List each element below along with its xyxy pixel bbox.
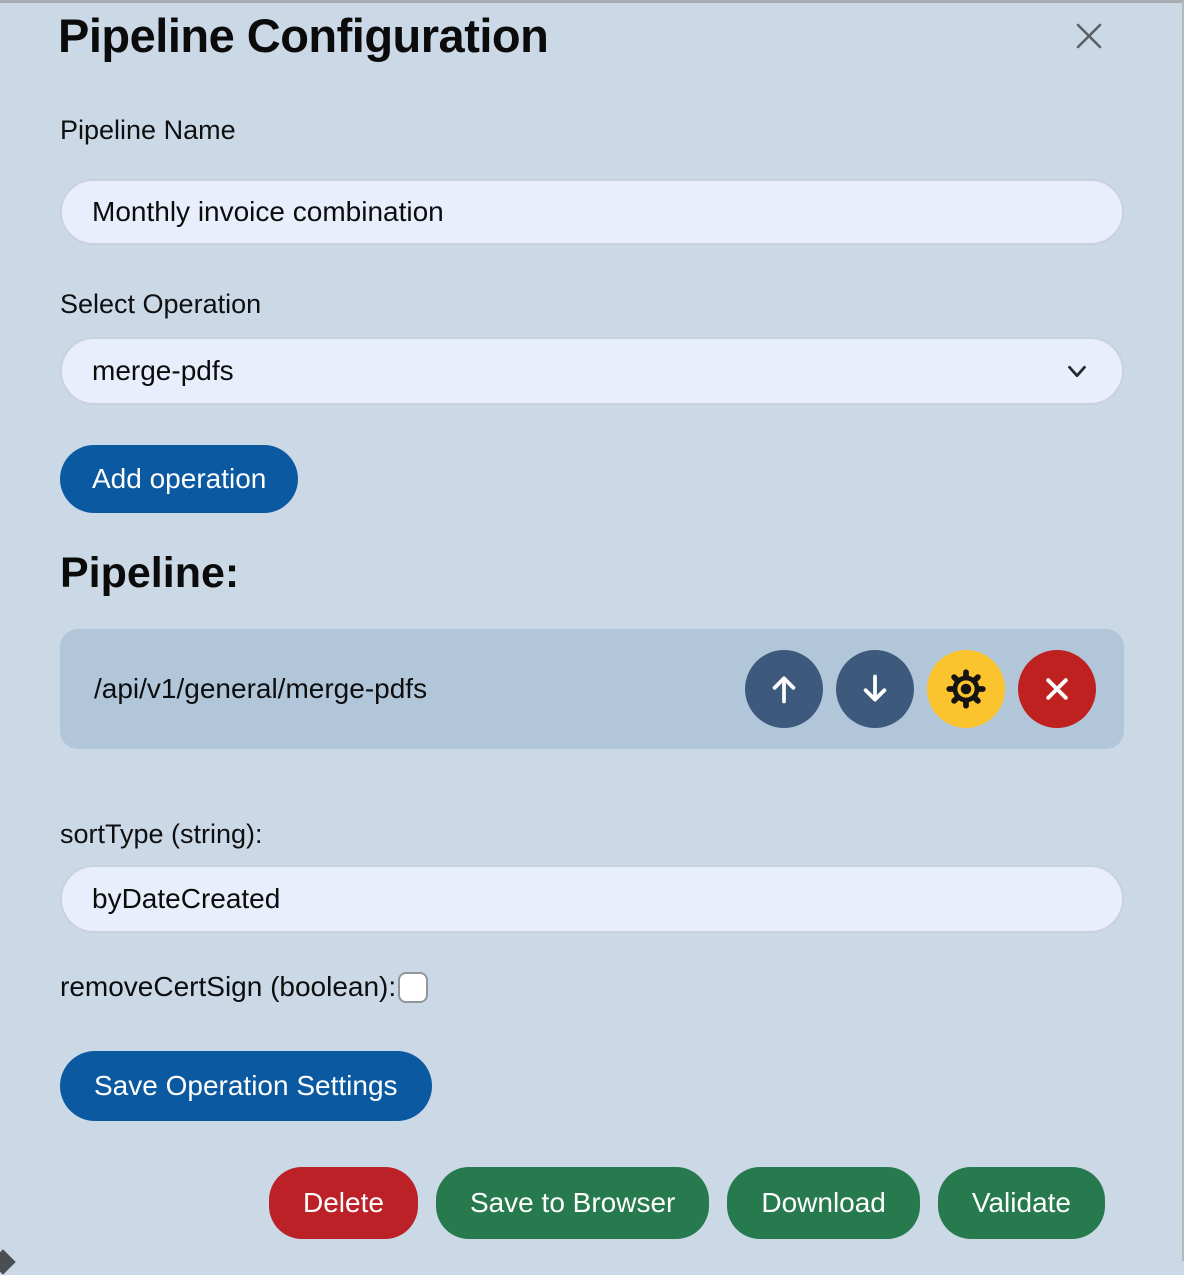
pipeline-name-input[interactable]: [60, 179, 1124, 245]
move-down-button[interactable]: [836, 650, 914, 728]
delete-button[interactable]: Delete: [269, 1167, 418, 1239]
remove-cert-sign-label: removeCertSign (boolean):: [60, 971, 397, 1002]
close-icon: [1071, 18, 1107, 57]
close-button[interactable]: [1063, 11, 1115, 63]
download-button[interactable]: Download: [727, 1167, 920, 1239]
pipeline-name-label: Pipeline Name: [60, 115, 236, 145]
chevron-down-icon: [1062, 356, 1092, 386]
sort-type-label: sortType (string):: [60, 819, 263, 849]
save-operation-settings-button[interactable]: Save Operation Settings: [60, 1051, 432, 1121]
window-corner-artifact: [0, 1249, 16, 1274]
operation-settings-button[interactable]: [927, 650, 1005, 728]
remove-operation-button[interactable]: [1018, 650, 1096, 728]
modal-footer: [0, 1167, 1105, 1239]
arrow-down-icon: [855, 669, 895, 709]
pipeline-item-path: /api/v1/general/merge-pdfs: [94, 673, 428, 704]
sort-type-input[interactable]: [60, 865, 1124, 933]
move-up-button[interactable]: [745, 650, 823, 728]
add-operation-button[interactable]: Add operation: [60, 445, 298, 513]
pipeline-item-row: [60, 629, 1124, 749]
remove-cert-sign-checkbox[interactable]: [398, 972, 428, 1003]
arrow-up-icon: [764, 669, 804, 709]
validate-button[interactable]: Validate: [938, 1167, 1105, 1239]
gear-icon: [943, 666, 989, 712]
x-icon: [1037, 669, 1077, 709]
operation-select[interactable]: [60, 337, 1124, 405]
modal-title: Pipeline Configuration: [58, 9, 549, 62]
save-to-browser-button[interactable]: Save to Browser: [436, 1167, 709, 1239]
operation-select-value: merge-pdfs: [92, 355, 234, 386]
select-operation-label: Select Operation: [60, 289, 262, 319]
pipeline-item-actions: [745, 650, 1096, 728]
pipeline-heading: Pipeline:: [60, 549, 240, 597]
remove-cert-sign-row: [60, 971, 428, 1003]
